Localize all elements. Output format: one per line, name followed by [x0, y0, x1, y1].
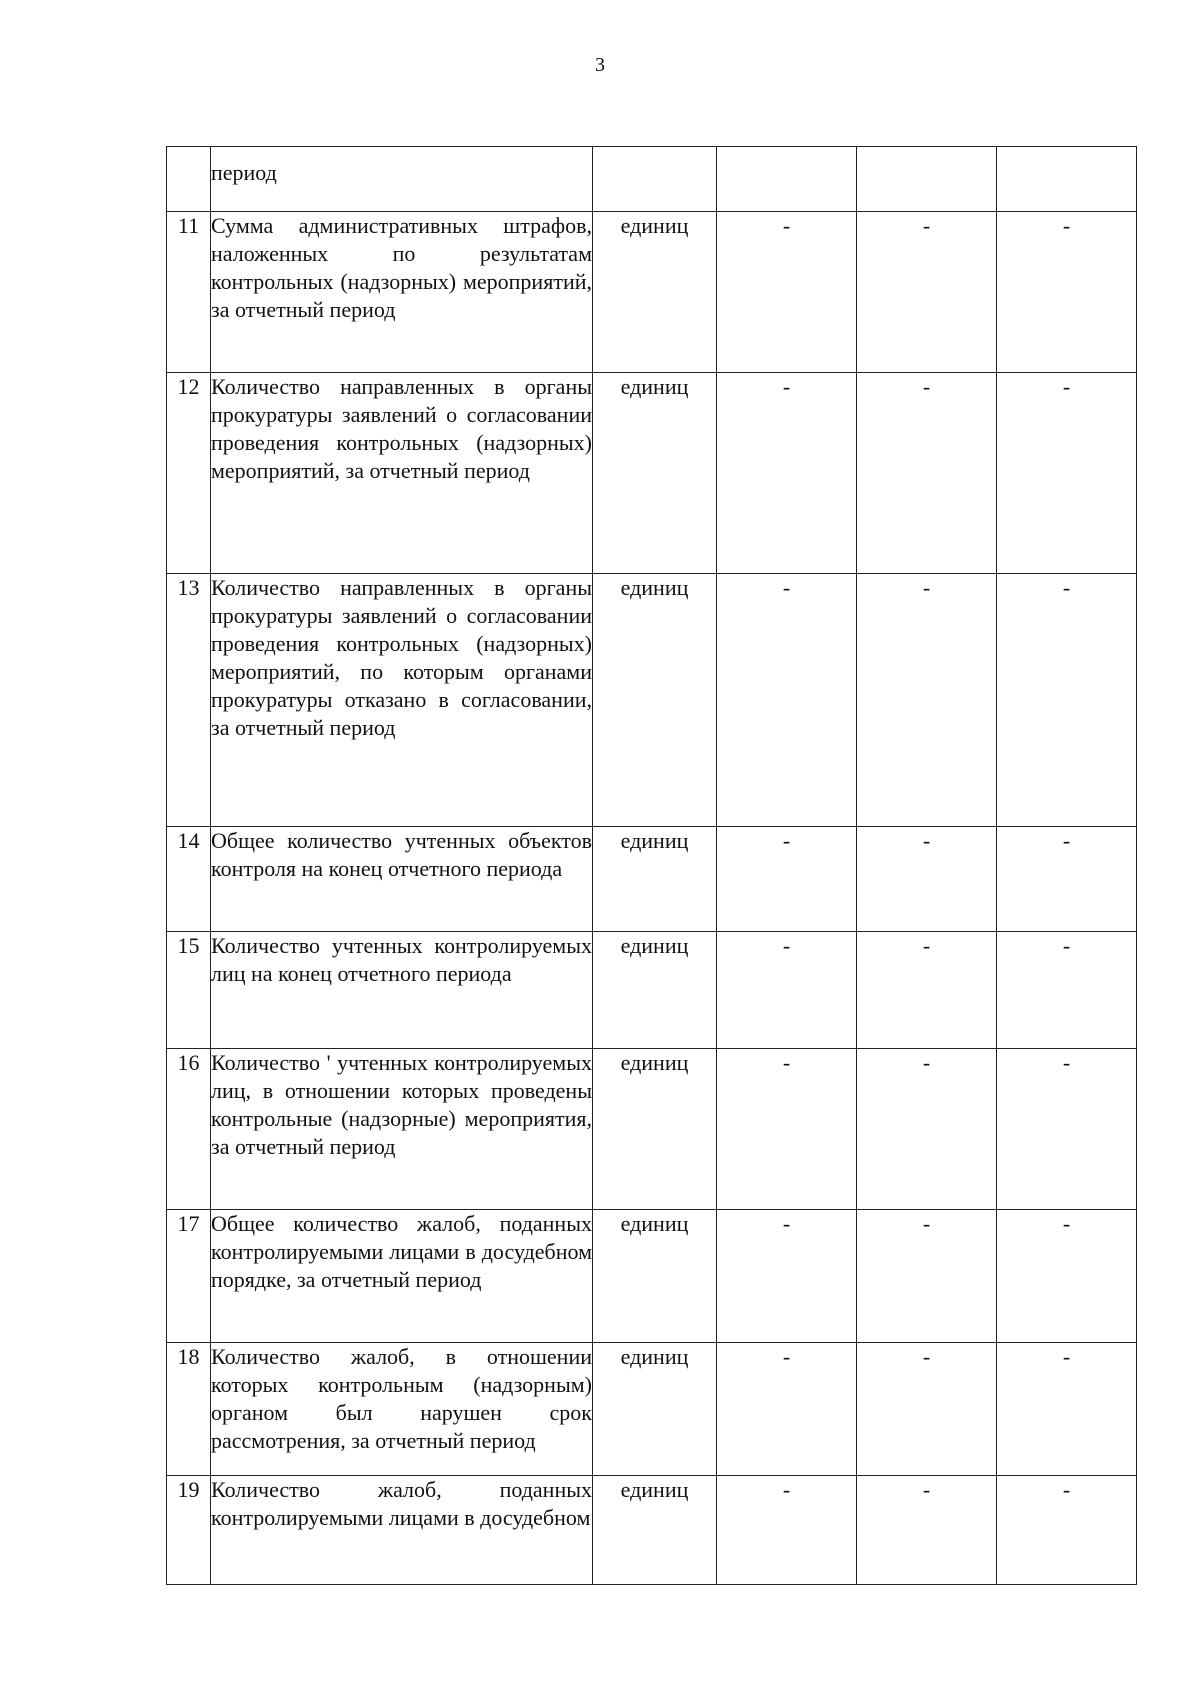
value-cell: - [857, 1476, 997, 1585]
value-cell: - [857, 1343, 997, 1476]
value-cell: - [857, 827, 997, 932]
unit-cell: единиц [593, 932, 717, 1049]
value-cell: - [997, 1476, 1137, 1585]
value-cell: - [857, 574, 997, 827]
row-number-cell: 12 [167, 373, 211, 574]
indicator-name-cell: Количество жалоб, в отношении которых контрольным (надзорным) органом был нарушен срок рассмотрения, за отчетный период [211, 1343, 593, 1476]
indicator-name-cell: период [211, 147, 593, 212]
row-number-cell: 17 [167, 1210, 211, 1343]
value-cell: - [857, 212, 997, 373]
value-cell [717, 147, 857, 212]
value-cell: - [717, 827, 857, 932]
value-cell [997, 147, 1137, 212]
value-cell: - [717, 1049, 857, 1210]
value-cell: - [997, 1049, 1137, 1210]
row-number-cell: 16 [167, 1049, 211, 1210]
row-number-cell: 19 [167, 1476, 211, 1585]
value-cell: - [717, 574, 857, 827]
value-cell: - [717, 1476, 857, 1585]
indicator-name-cell: Общее количество учтенных объектов контроля на конец отчетного периода [211, 827, 593, 932]
value-cell: - [997, 373, 1137, 574]
row-number-cell: 15 [167, 932, 211, 1049]
value-cell: - [997, 827, 1137, 932]
indicator-name-cell: Количество направленных в органы прокуратуры заявлений о согласовании проведения контрольных (надзорных) мероприятий, за отчетный период [211, 373, 593, 574]
value-cell: - [857, 1210, 997, 1343]
table-row [167, 1476, 1137, 1585]
value-cell: - [997, 574, 1137, 827]
table-row [167, 932, 1137, 1049]
row-number-cell: 13 [167, 574, 211, 827]
value-cell: - [717, 932, 857, 1049]
table-row [167, 147, 1137, 212]
unit-cell: единиц [593, 1476, 717, 1585]
row-number-cell: 11 [167, 212, 211, 373]
unit-cell: единиц [593, 373, 717, 574]
indicator-name-cell: Сумма административных штрафов, наложенных по результатам контрольных (надзорных) мероприятий, за отчетный период [211, 212, 593, 373]
value-cell: - [717, 212, 857, 373]
unit-cell: единиц [593, 827, 717, 932]
row-number-cell [167, 147, 211, 212]
value-cell: - [857, 1049, 997, 1210]
table-row [167, 1343, 1137, 1476]
unit-cell: единиц [593, 574, 717, 827]
indicator-name-cell: Общее количество жалоб, поданных контролируемыми лицами в досудебном порядке, за отчетный период [211, 1210, 593, 1343]
table-row [167, 1210, 1137, 1343]
table-row [167, 574, 1137, 827]
value-cell: - [997, 1343, 1137, 1476]
value-cell: - [997, 1210, 1137, 1343]
row-number-cell: 18 [167, 1343, 211, 1476]
unit-cell [593, 147, 717, 212]
table-row [167, 827, 1137, 932]
table-row [167, 1049, 1137, 1210]
value-cell: - [717, 1210, 857, 1343]
indicator-name-cell: Количество направленных в органы прокуратуры заявлений о согласовании проведения контрольных (надзорных) мероприятий, по которым органами прокуратуры отказано в согласовании, за отчетный период [211, 574, 593, 827]
value-cell [857, 147, 997, 212]
report-table-body [167, 147, 1137, 1585]
value-cell: - [857, 373, 997, 574]
row-number-cell: 14 [167, 827, 211, 932]
indicator-name-cell: Количество ' учтенных контролируемых лиц, в отношении которых проведены контрольные (надзорные) мероприятия, за отчетный период [211, 1049, 593, 1210]
table-row [167, 373, 1137, 574]
unit-cell: единиц [593, 1210, 717, 1343]
value-cell: - [997, 932, 1137, 1049]
table-row [167, 212, 1137, 373]
indicator-name-cell: Количество учтенных контролируемых лиц на конец отчетного периода [211, 932, 593, 1049]
report-table-container [166, 146, 1136, 1585]
value-cell: - [717, 373, 857, 574]
page-number: 3 [595, 54, 605, 76]
value-cell: - [997, 212, 1137, 373]
unit-cell: единиц [593, 212, 717, 373]
unit-cell: единиц [593, 1343, 717, 1476]
value-cell: - [717, 1343, 857, 1476]
unit-cell: единиц [593, 1049, 717, 1210]
report-table [166, 146, 1137, 1585]
value-cell: - [857, 932, 997, 1049]
indicator-name-cell: Количество жалоб, поданных контролируемыми лицами в досудебном [211, 1476, 593, 1585]
